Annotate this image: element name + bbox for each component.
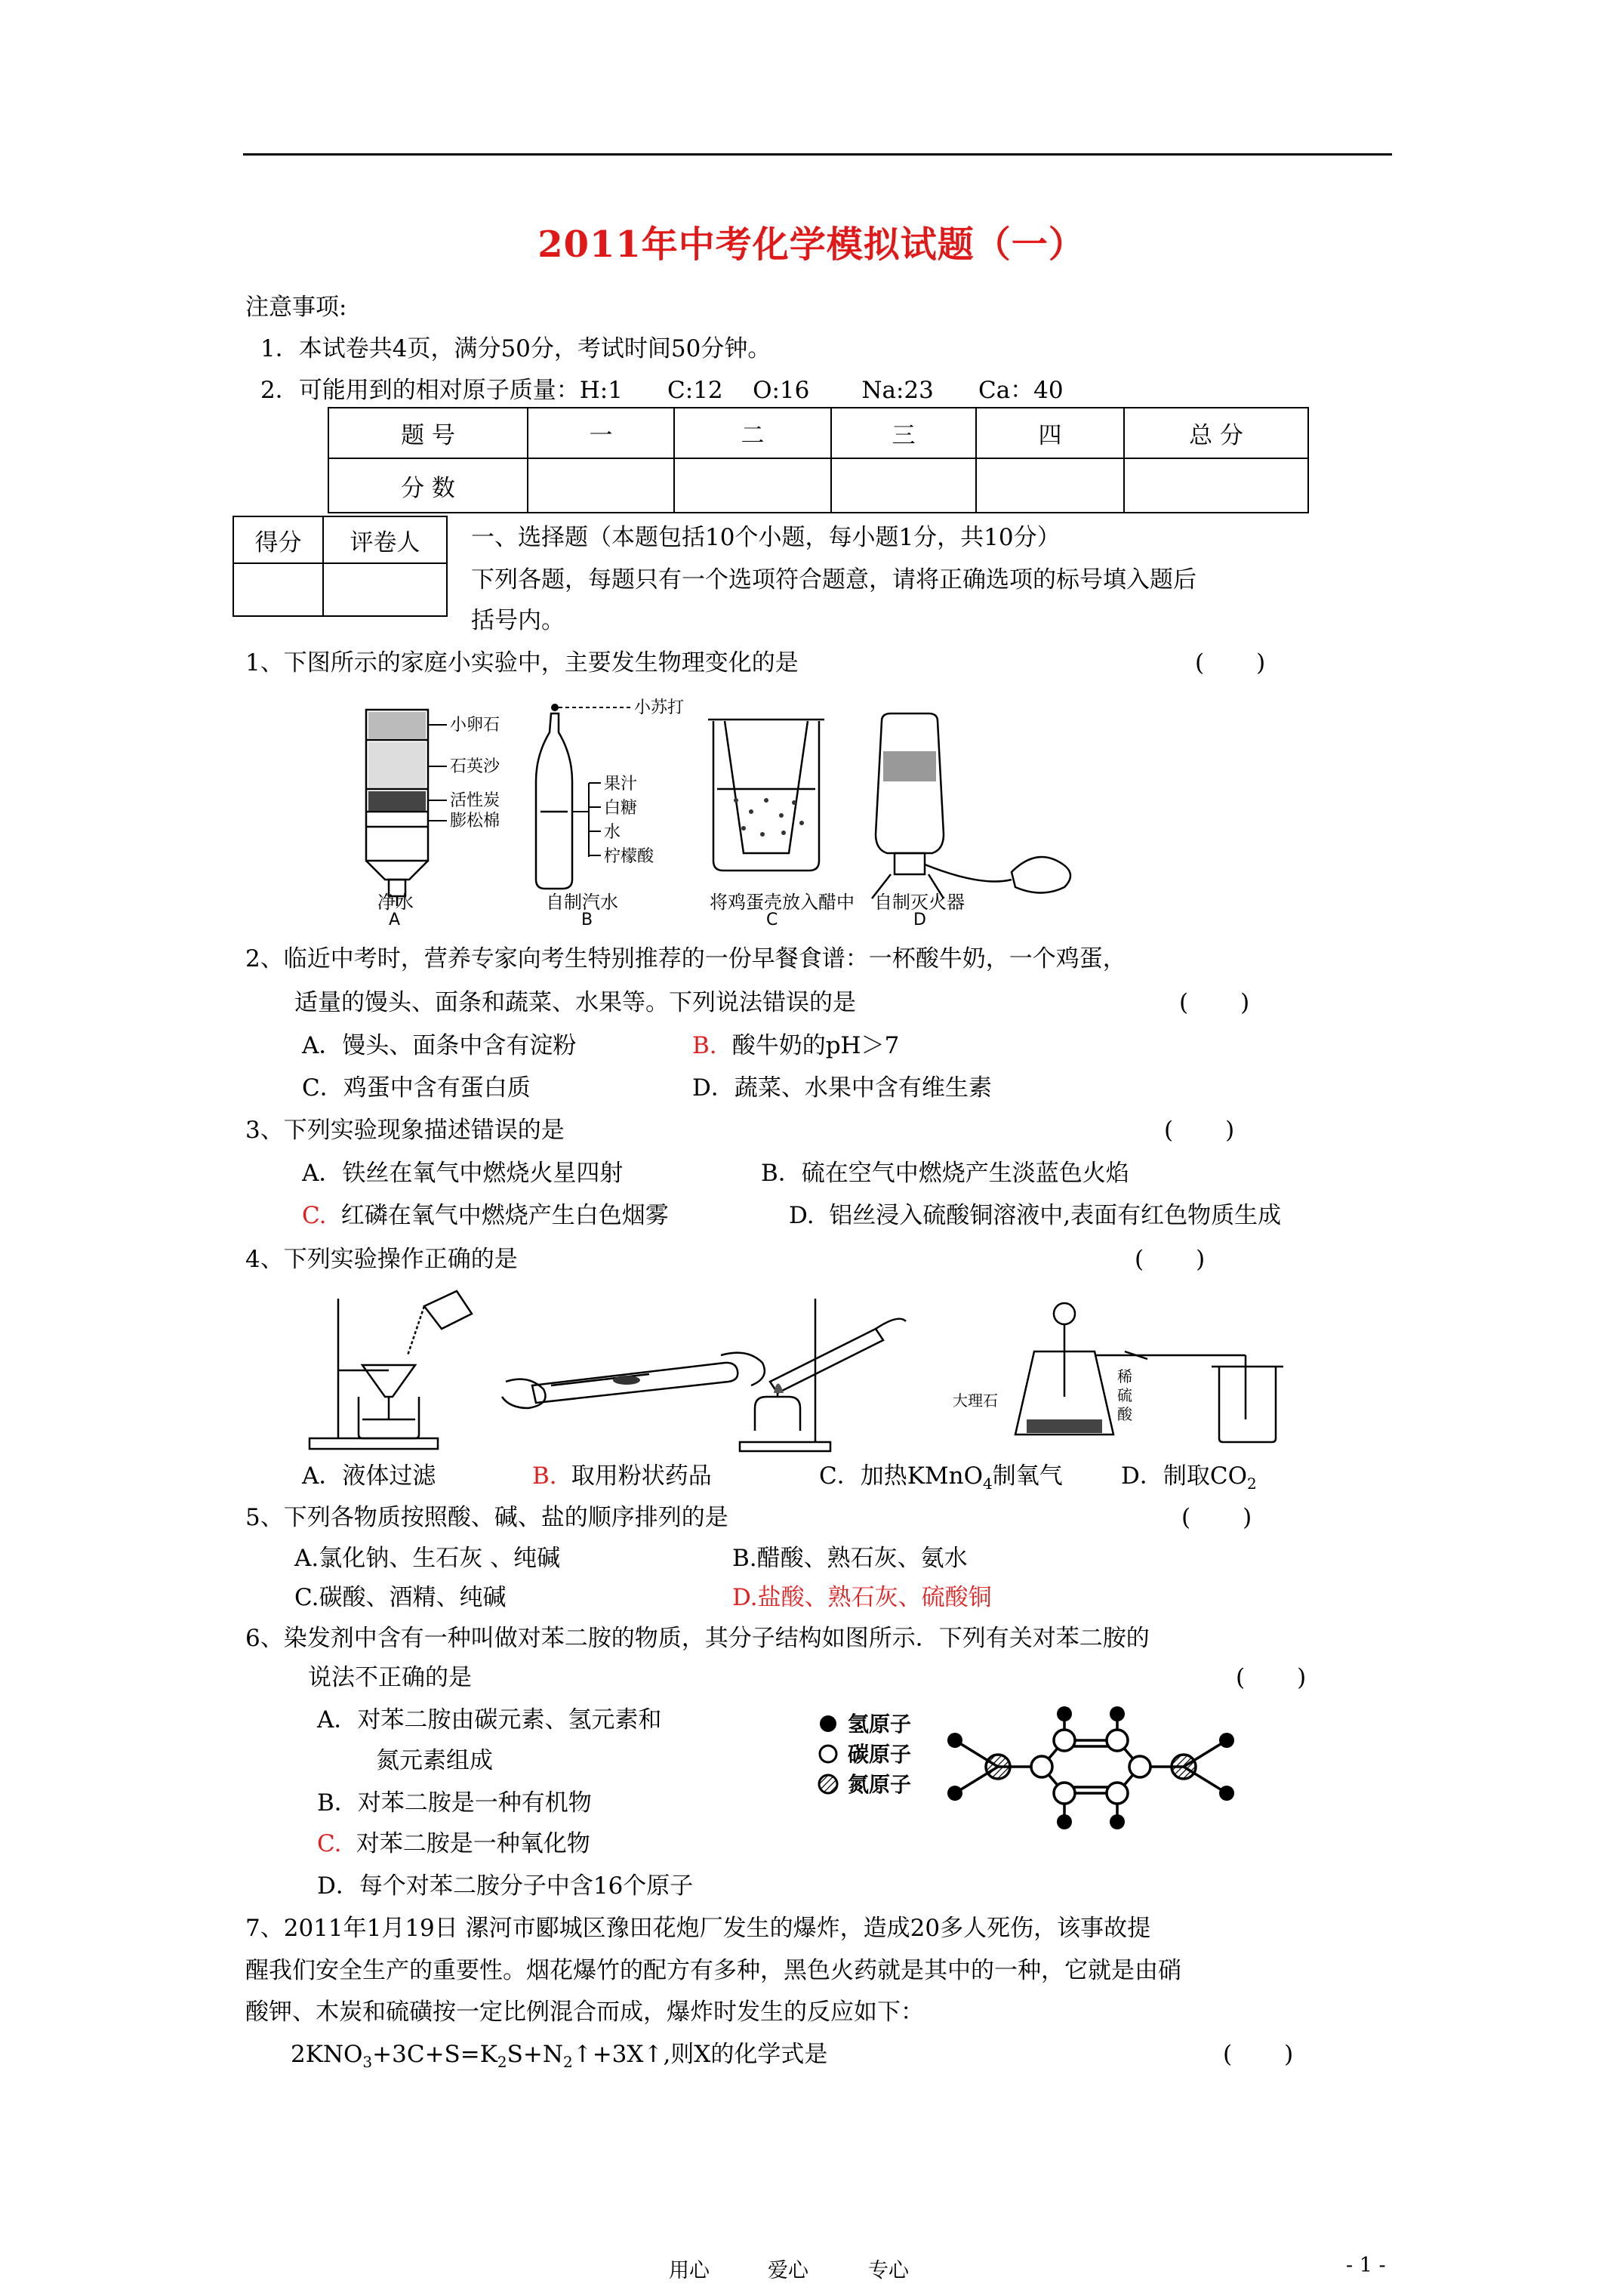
score-header-cell: 四 (976, 408, 1124, 458)
beaker-eggshell-illustration (708, 720, 824, 871)
score-header-cell: 题 号 (328, 408, 528, 458)
q4-option-d (1121, 1461, 1257, 1499)
q6-stem-2: 说法不正确的是 (308, 1664, 472, 1691)
q5-answer-paren: ( ) (1181, 1504, 1252, 1531)
grader-name-label: 评卷人 (323, 516, 447, 563)
score-cell (976, 458, 1124, 513)
filter-label: 活性炭 (450, 791, 500, 810)
section1-instructions-1: 下列各题，每题只有一个选项符合题意，请将正确选项的标号填入题后 (471, 566, 1196, 593)
footer-slogan-2: 爱心 (768, 2259, 808, 2282)
q7-equation (291, 2039, 827, 2077)
apparatus-label: 大理石 (953, 1391, 998, 1410)
score-row-label: 分 数 (328, 458, 528, 513)
legend-nitrogen: 氮原子 (848, 1772, 912, 1797)
bottle-top-label: 小苏打 (634, 698, 685, 717)
q4-option-c-text: C．加热KMnO (819, 1462, 983, 1490)
section1-heading: 一、选择题（本题包括10个小题，每小题1分，共10分） (471, 524, 1061, 551)
q3-option-d: D. 铝丝浸入硫酸铜溶液中,表面有红色物质生成 (789, 1202, 1282, 1229)
notice-heading: 注意事项: (245, 294, 347, 321)
filter-label: 膨松棉 (450, 812, 500, 831)
q5-option-b: B.醋酸、熟石灰、氨水 (732, 1545, 968, 1572)
equation-part: +3C+S=K (372, 2041, 497, 2068)
equation-part: 2KNO (291, 2041, 363, 2068)
score-cell (831, 458, 976, 513)
bottle-label: 白糖 (604, 799, 638, 818)
filter-label: 小卵石 (450, 716, 500, 735)
page-number: - 1 - (1346, 2254, 1386, 2277)
equation-part: ↑+3X↑,则X的化学式是 (572, 2041, 828, 2068)
bottle-label: 果汁 (604, 775, 638, 794)
q6-option-a-line2: 氮元素组成 (376, 1747, 493, 1774)
q5-option-c: C.碳酸、酒精、纯碱 (294, 1584, 507, 1611)
q6-option-c: 对苯二胺是一种氧化物 (341, 1830, 590, 1857)
q1-stem: 1、下图所示的家庭小实验中，主要发生物理变化的是 (245, 649, 799, 676)
q4-option-d-text: D．制取CO (1121, 1462, 1247, 1490)
q4-option-a: A．液体过滤 (302, 1462, 436, 1490)
apparatus-label: 酸 (1117, 1405, 1132, 1423)
subscript: 2 (563, 2053, 573, 2072)
notice-item-2: 2．可能用到的相对原子质量：H:1 C:12 O:16 Na:23 Ca：40 (260, 377, 1064, 404)
q4-answer-paren: ( ) (1135, 1246, 1206, 1273)
legend-hydrogen: 氢原子 (848, 1712, 912, 1737)
q4-option-c-tail: 制氧气 (992, 1462, 1063, 1490)
subscript: 2 (1247, 1475, 1257, 1493)
score-cell (528, 458, 674, 513)
score-header-cell: 一 (528, 408, 674, 458)
grader-name-cell (323, 563, 447, 616)
q7-line-3: 酸钾、木炭和硫磺按一定比例混合而成，爆炸时发生的反应如下： (245, 1999, 924, 2026)
page-title: 2011年中考化学模拟试题（一） (537, 223, 1086, 266)
q3-option-c-letter: C. (302, 1202, 327, 1229)
q6-option-c-letter: C. (317, 1830, 342, 1857)
q4-option-b-letter: B. (532, 1462, 557, 1490)
q4-figure (302, 1284, 1306, 1469)
score-header-cell: 总 分 (1124, 408, 1308, 458)
subscript: 2 (497, 2053, 507, 2072)
equation-part: S+N (507, 2041, 563, 2068)
score-header-cell: 三 (831, 408, 976, 458)
q6-stem-1: 6、染发剂中含有一种叫做对苯二胺的物质，其分子结构如图所示．下列有关对苯二胺的 (245, 1625, 1150, 1652)
q1-caption-a: 净水 (377, 892, 414, 913)
filter-label: 石英沙 (450, 757, 500, 776)
q4-option-b: 取用粉状药品 (556, 1462, 712, 1490)
q3-option-c: 红磷在氧气中燃烧产生白色烟雾 (326, 1202, 669, 1229)
score-table (328, 407, 1309, 513)
q2-option-b-letter: B. (692, 1032, 717, 1059)
extinguisher-illustration (872, 713, 1070, 898)
q1-figure (332, 698, 1117, 929)
q3-answer-paren: ( ) (1164, 1117, 1235, 1144)
q6-option-a-line1: A．对苯二胺由碳元素、氢元素和 (317, 1706, 662, 1734)
nitrogen-legend-icon (819, 1775, 837, 1793)
q2-option-b: 酸牛奶的pH＞7 (717, 1032, 900, 1059)
q2-stem-2: 适量的馒头、面条和蔬菜、水果等。下列说法错误的是 (294, 989, 856, 1016)
q1-caption-b: 自制汽水 (546, 892, 618, 913)
q4-option-c (819, 1461, 1063, 1499)
grader-table (233, 516, 448, 617)
q2-option-c: C．鸡蛋中含有蛋白质 (302, 1074, 531, 1102)
q5-stem: 5、下列各物质按照酸、碱、盐的顺序排列的是 (245, 1504, 728, 1531)
filtration-illustration (310, 1291, 472, 1449)
q1-caption-c: 将鸡蛋壳放入醋中 (710, 892, 855, 913)
q6-answer-paren: ( ) (1236, 1664, 1307, 1691)
subscript: 4 (983, 1475, 993, 1493)
q5-option-a: A.氯化钠、生石灰 、纯碱 (294, 1545, 561, 1572)
score-cell (1124, 458, 1308, 513)
apparatus-label: 硫 (1117, 1386, 1132, 1404)
q7-line-1: 7、2011年1月19日 漯河市郾城区豫田花炮厂发生的爆炸，造成20多人死伤，该事故提 (245, 1915, 1151, 1942)
q1-letter-c: C (766, 911, 778, 929)
q7-answer-paren: ( ) (1223, 2041, 1294, 2068)
score-cell (674, 458, 831, 513)
footer-slogan-3: 专心 (868, 2259, 909, 2282)
bottle-label: 柠檬酸 (604, 847, 654, 866)
q2-option-a: A．馒头、面条中含有淀粉 (302, 1032, 577, 1059)
legend-carbon: 碳原子 (848, 1742, 912, 1767)
q5-option-d: D.盐酸、熟石灰、硫酸铜 (732, 1584, 992, 1611)
q6-option-b: B．对苯二胺是一种有机物 (317, 1789, 592, 1817)
grader-score-cell (233, 563, 323, 616)
carbon-legend-icon (820, 1746, 836, 1762)
bottle-label: 水 (604, 823, 621, 842)
q1-answer-paren: ( ) (1195, 649, 1266, 676)
q2-answer-paren: ( ) (1179, 989, 1250, 1016)
q3-option-b: B．硫在空气中燃烧产生淡蓝色火焰 (761, 1160, 1129, 1187)
molecule-figure (804, 1703, 1317, 1854)
q7-line-2: 醒我们安全生产的重要性。烟花爆竹的配方有多种，黑色火药就是其中的一种，它就是由硝 (245, 1957, 1181, 1984)
q3-stem: 3、下列实验现象描述错误的是 (245, 1117, 565, 1144)
grader-score-label: 得分 (233, 516, 323, 563)
q1-caption-d: 自制灭火器 (874, 892, 965, 913)
subscript: 3 (362, 2053, 373, 2072)
q2-option-d: D．蔬菜、水果中含有维生素 (692, 1074, 992, 1102)
soda-bottle-illustration (536, 713, 572, 889)
footer-slogan-1: 用心 (669, 2259, 710, 2282)
q4-stem: 4、下列实验操作正确的是 (245, 1246, 518, 1273)
q1-letter-a: A (389, 911, 401, 929)
apparatus-label: 稀 (1117, 1367, 1132, 1385)
header-rule (243, 153, 1392, 156)
hydrogen-legend-icon (820, 1715, 836, 1732)
q6-option-d: D．每个对苯二胺分子中含16个原子 (317, 1872, 694, 1900)
q1-letter-d: D (913, 911, 926, 929)
notice-item-1: 1．本试卷共4页，满分50分，考试时间50分钟。 (260, 335, 771, 362)
score-header-cell: 二 (674, 408, 831, 458)
q3-option-a: A．铁丝在氧气中燃烧火星四射 (302, 1160, 624, 1187)
section1-instructions-2: 括号内。 (471, 607, 565, 634)
q1-letter-b: B (581, 911, 593, 929)
q2-stem-1: 2、临近中考时，营养专家向考生特别推荐的一份早餐食谱：一杯酸牛奶，一个鸡蛋， (245, 945, 1126, 972)
